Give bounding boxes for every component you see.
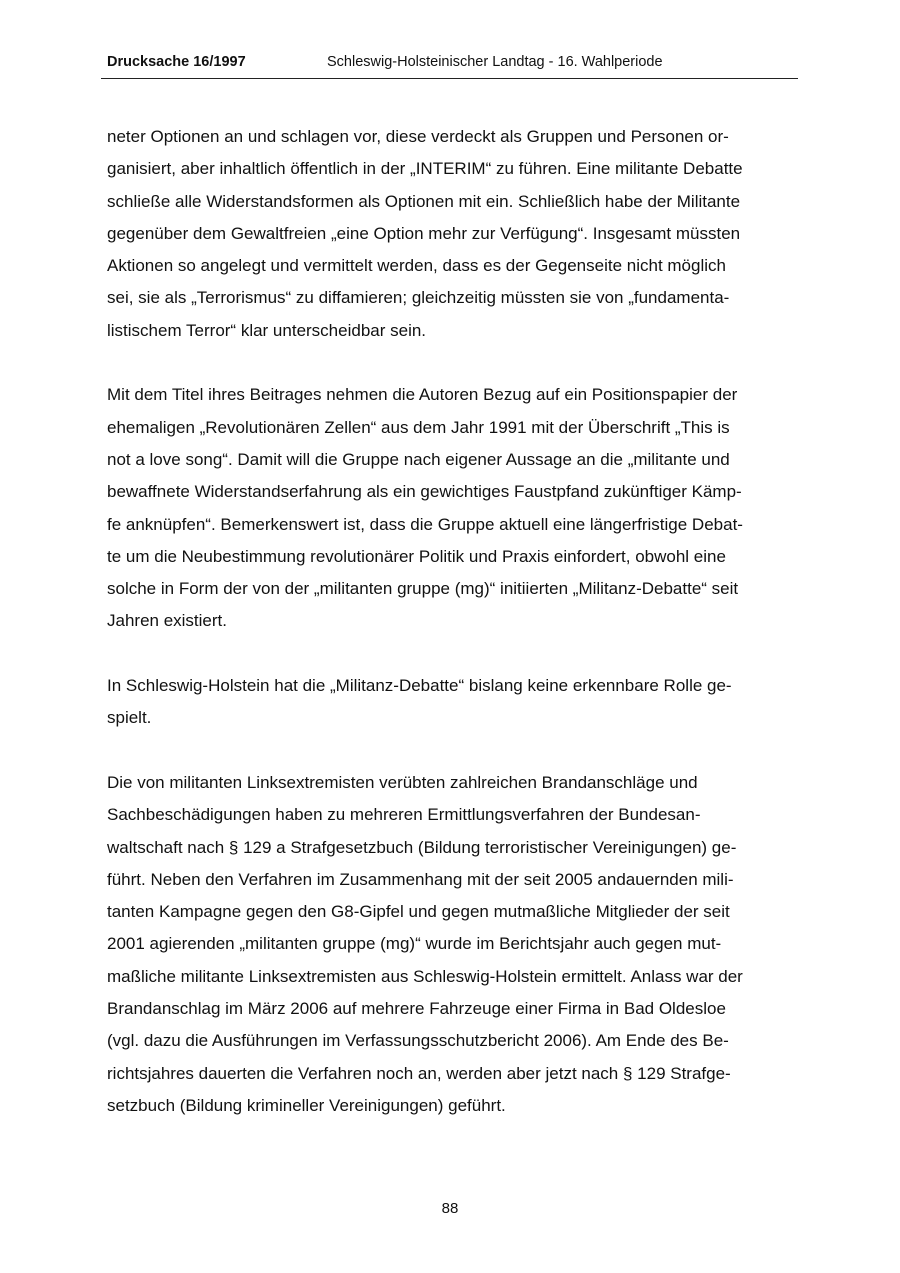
text-line: sei, sie als „Terrorismus“ zu diffamieren; gleichzeitig müssten sie von „fundamenta- <box>107 288 730 308</box>
text-line: te um die Neubestimmung revolutionärer Politik und Praxis einfordert, obwohl eine <box>107 546 726 566</box>
text-line: fe anknüpfen“. Bemerkenswert ist, dass die Gruppe aktuell eine längerfristige Debat- <box>107 514 743 534</box>
text-line: ganisiert, aber inhaltlich öffentlich in der „INTERIM“ zu führen. Eine militante Debatte <box>107 159 743 179</box>
text-line: neter Optionen an und schlagen vor, diese verdeckt als Gruppen und Personen or- <box>107 127 729 146</box>
header-title: Schleswig-Holsteinischer Landtag - 16. Wahlperiode <box>327 54 663 70</box>
paragraph <box>107 121 797 347</box>
page-header <box>101 50 798 79</box>
text-line: not a love song“. Damit will die Gruppe nach eigener Aussage an die „militante und <box>107 449 730 469</box>
text-line: Die von militanten Linksextremisten verübten zahlreichen Brandanschläge und <box>107 772 698 792</box>
text-line: spielt. <box>107 708 152 728</box>
text-line: In Schleswig-Holstein hat die „Militanz-Debatte“ bislang keine erkennbare Rolle ge- <box>107 676 732 696</box>
text-line: richtsjahres dauerten die Verfahren noch an, werden aber jetzt nach § 129 Strafge- <box>107 1063 731 1083</box>
text-line: Sachbeschädigungen haben zu mehreren Ermittlungsverfahren der Bundesan- <box>107 805 701 825</box>
text-line: maßliche militante Linksextremisten aus Schleswig-Holstein ermittelt. Anlass war der <box>107 966 743 986</box>
paragraph <box>107 379 797 637</box>
text-line: (vgl. dazu die Ausführungen im Verfassungsschutzbericht 2006). Am Ende des Be- <box>107 1031 729 1051</box>
text-line: listischem Terror“ klar unterscheidbar sein. <box>107 320 427 340</box>
document-number: Drucksache 16/1997 <box>107 54 246 70</box>
text-line: schließe alle Widerstandsformen als Optionen mit ein. Schließlich habe der Militante <box>107 191 741 211</box>
text-line: Brandanschlag im März 2006 auf mehrere Fahrzeuge einer Firma in Bad Oldesloe <box>107 999 726 1019</box>
page-number: 88 <box>441 1200 459 1217</box>
text-line: gegenüber dem Gewaltfreien „eine Option mehr zur Verfügung“. Insgesamt müssten <box>107 223 741 243</box>
text-line: ehemaligen „Revolutionären Zellen“ aus dem Jahr 1991 mit der Überschrift „This is <box>107 417 730 437</box>
body-text <box>107 121 797 1155</box>
text-line: führt. Neben den Verfahren im Zusammenhang mit der seit 2005 andauernden mili- <box>107 869 734 889</box>
paragraph <box>107 670 797 735</box>
text-line: Aktionen so angelegt und vermittelt werden, dass es der Gegenseite nicht möglich <box>107 256 726 276</box>
text-line: waltschaft nach § 129 a Strafgesetzbuch (Bildung terroristischer Vereinigungen) ge- <box>107 837 737 857</box>
text-line: 2001 agierenden „militanten gruppe (mg)“ wurde im Berichtsjahr auch gegen mut- <box>107 934 722 954</box>
paragraph <box>107 767 797 1122</box>
text-line: tanten Kampagne gegen den G8-Gipfel und gegen mutmaßliche Mitglieder der seit <box>107 902 730 922</box>
text-line: Mit dem Titel ihres Beitrages nehmen die Autoren Bezug auf ein Positionspapier der <box>107 385 738 405</box>
text-line: bewaffnete Widerstandserfahrung als ein gewichtiges Faustpfand zukünftiger Kämp- <box>107 482 742 502</box>
text-line: setzbuch (Bildung krimineller Vereinigungen) geführt. <box>107 1095 506 1115</box>
text-line: Jahren existiert. <box>107 611 227 631</box>
text-line: solche in Form der von der „militanten gruppe (mg)“ initiierten „Militanz-Debatte“ seit <box>107 579 739 599</box>
